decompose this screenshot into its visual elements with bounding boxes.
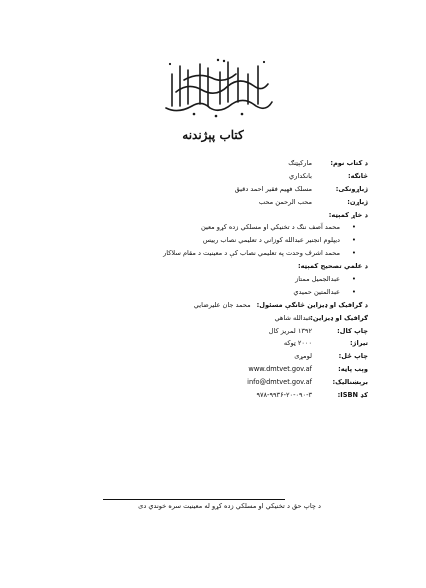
correction-committee-label: د علمي تصحیح کمېټه: (297, 262, 368, 271)
info-value: بانکداري (289, 171, 312, 180)
info-value: ۲۰۰۰ ټوکه (283, 339, 312, 348)
list-item: • عبدالجمیل ممتاز (110, 276, 368, 289)
list-item: • محمد آصف ننګ د تخنیکي او مسلکي زده کړو معین (110, 224, 368, 237)
info-value: محمد جان علیرضایي (193, 300, 251, 309)
list-item: • عبدالمتین حمیدي (110, 289, 368, 302)
info-row-department (110, 173, 368, 186)
book-info-block (110, 160, 368, 405)
footer-divider (103, 499, 285, 500)
info-label: د کتاب نوم: (330, 159, 368, 167)
info-row-graphics-manager (110, 302, 368, 315)
info-label: کډ ISBN: (337, 391, 368, 400)
copyright-note: د چاپ حق د تخنیکي او مسلکي زده کړو له معینیت سره خوندي دی (138, 502, 321, 510)
info-row-isbn (110, 392, 368, 405)
info-label: ژباړن: (347, 197, 368, 206)
bismillah-calligraphy (158, 56, 278, 120)
info-row-book-name (110, 160, 368, 173)
info-label: ژباړونکی: (335, 184, 368, 193)
info-row-editor (110, 199, 368, 212)
list-item: • محمد اشرف وحدت په تعلیمي نصاب کې د معینیت د مقام سلاکار (110, 250, 368, 263)
info-label: څانګه: (348, 171, 368, 180)
info-label: د ګرافیک او ډیزاین څانګې مسئول: (256, 300, 368, 309)
info-row-edition (110, 353, 368, 366)
committee-list (110, 224, 368, 263)
website-link[interactable]: www.dmtvet.gov.af (248, 365, 312, 374)
info-value: ۱۳۹۲ لمریز کال (268, 326, 312, 335)
info-row-print-run (110, 340, 368, 353)
isbn-value: ۹۷۸-۹۹۳۶-۲۰-۰۹۰-۳ (256, 391, 312, 400)
email-link[interactable]: info@dmtvet.gov.af (247, 378, 312, 387)
info-row-print-year (110, 328, 368, 341)
info-row-email (110, 379, 368, 392)
info-label: ګرافیک او ډیزاین: (310, 313, 368, 322)
info-value: مارکېټنګ (288, 159, 312, 167)
info-row-website (110, 366, 368, 379)
info-value: مسلک فهیم فقیر احمد دقیق (234, 184, 312, 193)
list-item: • دیپلوم انجنیر عبدالله کوزاني د تعلیمي نصاب رییس (110, 237, 368, 250)
info-value: محب الرحمن محب (258, 197, 312, 206)
info-value: لومړی (294, 352, 312, 361)
info-label: چاپ کال: (337, 326, 368, 335)
correction-committee-list (110, 276, 368, 302)
info-label: تیراژ: (350, 339, 368, 348)
info-label: برېښناليک: (332, 378, 368, 387)
info-row-graphics-design (110, 315, 368, 328)
info-label: وېب پاڼه: (338, 365, 368, 374)
committee-label: د خاړ کمېټه: (328, 210, 368, 219)
info-label: چاپ ځل: (338, 352, 368, 361)
info-row-translator (110, 186, 368, 199)
page-title: کتاب پېژندنه (182, 128, 244, 142)
info-value: عبدالله شاهي (274, 313, 312, 322)
